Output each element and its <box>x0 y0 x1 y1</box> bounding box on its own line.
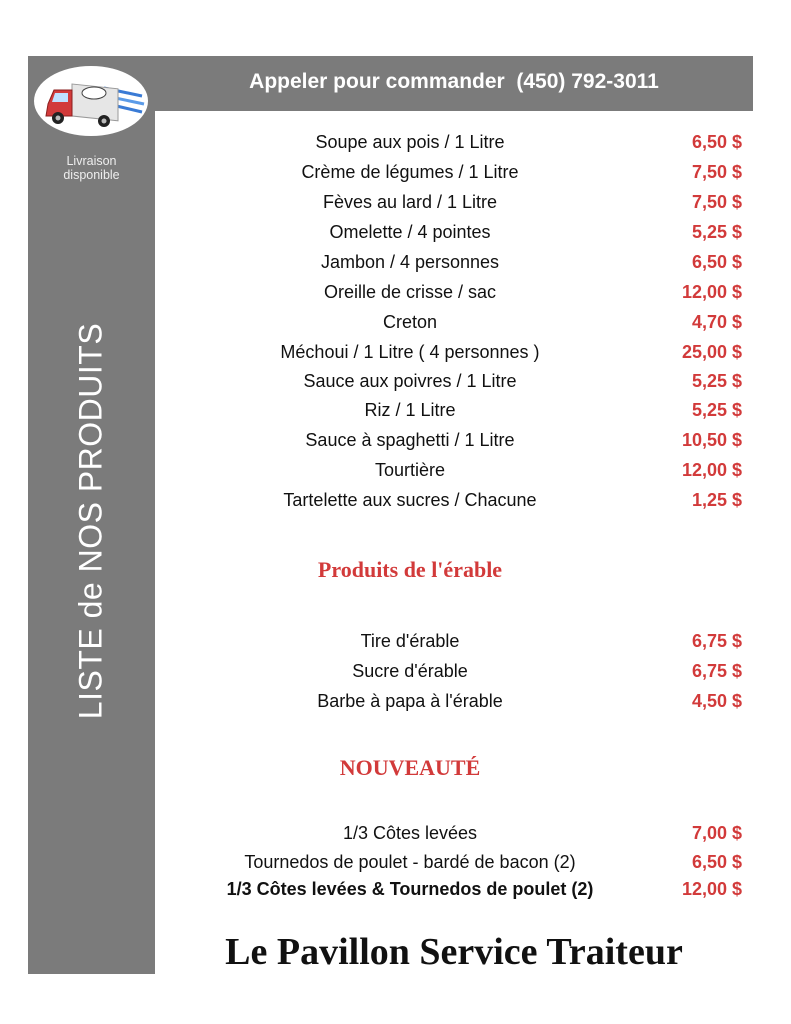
product-price: 12,00 $ <box>681 879 742 899</box>
maple-product-row <box>170 627 760 657</box>
product-price: 7,50 $ <box>691 162 742 182</box>
business-name: Le Pavillon Service Traiteur <box>225 931 683 973</box>
product-row <box>170 248 760 278</box>
product-name: Méchoui / 1 Litre ( 4 personnes ) <box>280 342 540 362</box>
new-product-row <box>170 875 760 905</box>
product-row <box>170 367 760 397</box>
delivery-line-1: Livraison <box>66 154 117 168</box>
product-row <box>170 486 760 516</box>
product-row <box>170 338 760 368</box>
product-name: Fèves au lard / 1 Litre <box>322 192 498 212</box>
product-row <box>170 308 760 338</box>
product-row <box>170 278 760 308</box>
product-price: 6,75 $ <box>691 631 742 651</box>
product-row <box>170 426 760 456</box>
product-price: 25,00 $ <box>681 342 742 362</box>
maple-product-row <box>170 657 760 687</box>
product-price: 12,00 $ <box>681 460 742 480</box>
product-name: Sucre d'érable <box>352 661 468 681</box>
product-price: 5,25 $ <box>691 371 742 391</box>
product-name: 1/3 Côtes levées & Tournedos de poulet (2) <box>226 879 594 899</box>
product-price: 5,25 $ <box>691 400 742 420</box>
product-row <box>170 188 760 218</box>
product-price: 5,25 $ <box>691 222 742 242</box>
product-name: Riz / 1 Litre <box>364 400 456 420</box>
maple-product-row <box>170 687 760 717</box>
product-price: 12,00 $ <box>681 282 742 302</box>
product-name: Tournedos de poulet - bardé de bacon (2) <box>244 852 576 872</box>
product-name: Sauce aux poivres / 1 Litre <box>303 371 517 391</box>
new-items-section-title: NOUVEAUTÉ <box>339 755 481 780</box>
sidebar <box>28 56 155 974</box>
product-name: Jambon / 4 personnes <box>320 252 500 272</box>
new-product-row <box>170 848 760 878</box>
product-name: Oreille de crisse / sac <box>323 282 497 302</box>
product-name: Tourtière <box>374 460 446 480</box>
product-price: 4,50 $ <box>691 691 742 711</box>
product-price: 10,50 $ <box>681 430 742 450</box>
product-price: 6,50 $ <box>691 852 742 872</box>
product-name: Tartelette aux sucres / Chacune <box>283 490 537 510</box>
product-name: Sauce à spaghetti / 1 Litre <box>305 430 515 450</box>
delivery-line-2: disponible <box>63 168 120 182</box>
product-list-title: LISTE de NOS PRODUITS <box>72 322 109 720</box>
delivery-truck-logo <box>34 66 148 136</box>
product-price: 1,25 $ <box>691 490 742 510</box>
new-product-row <box>170 819 760 849</box>
product-name: Tire d'érable <box>360 631 460 651</box>
product-row <box>170 128 760 158</box>
truck-icon <box>34 66 148 136</box>
product-price: 7,50 $ <box>691 192 742 212</box>
product-name: 1/3 Côtes levées <box>342 823 478 843</box>
product-row <box>170 218 760 248</box>
product-name: Crème de légumes / 1 Litre <box>301 162 519 182</box>
product-name: Soupe aux pois / 1 Litre <box>315 132 505 152</box>
maple-section-title: Produits de l'érable <box>317 557 503 582</box>
product-price: 6,50 $ <box>691 132 742 152</box>
product-price: 6,75 $ <box>691 661 742 681</box>
product-price: 7,00 $ <box>691 823 742 843</box>
product-price: 6,50 $ <box>691 252 742 272</box>
product-name: Omelette / 4 pointes <box>329 222 491 242</box>
product-price: 4,70 $ <box>691 312 742 332</box>
product-row <box>170 396 760 426</box>
order-phone-banner <box>155 56 753 111</box>
product-row <box>170 158 760 188</box>
delivery-available-text <box>28 154 155 182</box>
product-name: Barbe à papa à l'érable <box>317 691 503 711</box>
order-phone-text: Appeler pour commander (450) 792-3011 <box>249 70 659 93</box>
product-row <box>170 456 760 486</box>
product-name: Creton <box>382 312 438 332</box>
